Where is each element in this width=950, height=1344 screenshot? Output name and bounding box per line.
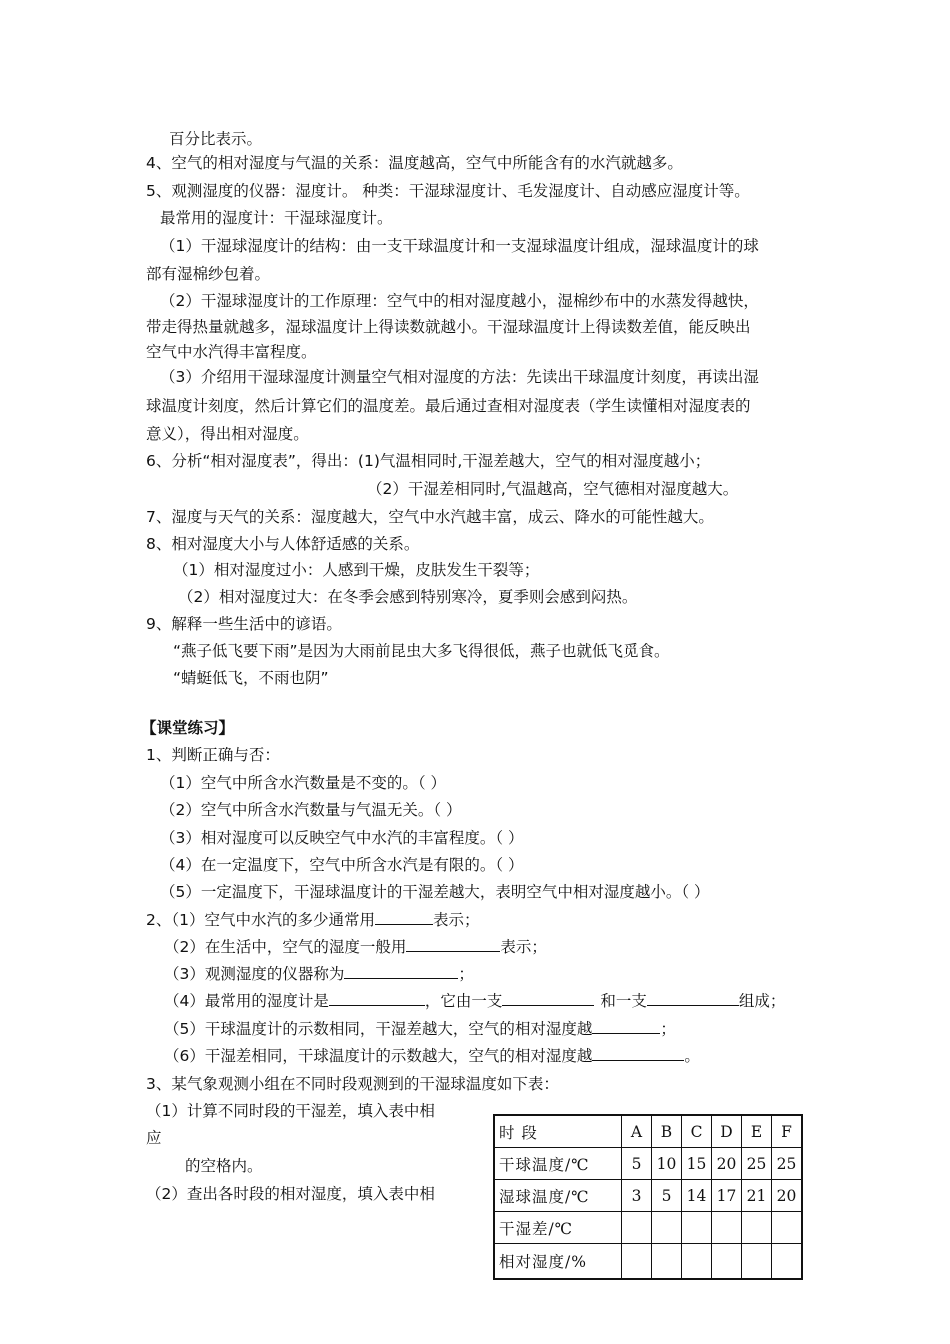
answer-blank[interactable] — [647, 991, 739, 1006]
answer-blank[interactable] — [592, 1019, 660, 1034]
row-label: 湿球温度/℃ — [494, 1180, 622, 1212]
question-line: （1）计算不同时段的干湿差，填入表中相 — [146, 1102, 435, 1120]
table-cell: 20 — [712, 1148, 742, 1180]
fill-blank-text: 2、（1）空气中水汽的多少通常用 — [146, 911, 375, 929]
text-line: （2）干湿差相同时,气温越高，空气德相对湿度越大。 — [367, 480, 739, 498]
answer-cell[interactable] — [652, 1244, 682, 1280]
question-line: （1）空气中所含水汽数量是不变的。（ ） — [160, 774, 447, 792]
row-label: 干球温度/℃ — [494, 1148, 622, 1180]
text-line: 空气中水汽得丰富程度。 — [146, 343, 317, 361]
text-line: （1）相对湿度过小：人感到干燥，皮肤发生干裂等； — [173, 561, 540, 579]
fill-blank-text: 表示； — [500, 938, 547, 956]
table-row — [494, 1180, 802, 1212]
question-line: （4）在一定温度下，空气中所含水汽是有限的。（ ） — [160, 856, 524, 874]
text-line: 5、观测湿度的仪器：湿度计。 种类：干湿球湿度计、毛发湿度计、自动感应湿度计等。 — [146, 182, 750, 200]
table-cell: 21 — [742, 1180, 772, 1212]
table-header-cell: 时 段 — [494, 1115, 622, 1148]
answer-cell[interactable] — [652, 1212, 682, 1244]
answer-cell[interactable] — [772, 1244, 803, 1280]
table-row — [494, 1212, 802, 1244]
text-line: 8、相对湿度大小与人体舒适感的关系。 — [146, 535, 420, 553]
fill-blank-line — [164, 1019, 676, 1039]
table-cell: 5 — [652, 1180, 682, 1212]
fill-blank-line — [164, 991, 785, 1011]
text-line: 球温度计刻度，然后计算它们的温度差。最后通过查相对湿度表（学生读懂相对湿度表的 — [146, 397, 751, 415]
fill-blank-text: ； — [458, 965, 474, 983]
table-cell: 15 — [682, 1148, 712, 1180]
text-line: “燕子低飞要下雨”是因为大雨前昆虫大多飞得很低，燕子也就低飞觅食。 — [173, 642, 670, 660]
table-header-cell: F — [772, 1115, 803, 1148]
answer-cell[interactable] — [742, 1212, 772, 1244]
answer-blank[interactable] — [502, 991, 594, 1006]
text-line: 6、分析“相对湿度表”，得出：(1)气温相同时,干湿差越大，空气的相对湿度越小； — [146, 452, 711, 470]
fill-blank-text: ，它由一支 — [424, 992, 503, 1010]
fill-blank-line — [164, 1046, 700, 1066]
answer-blank[interactable] — [329, 991, 425, 1006]
table-cell: 14 — [682, 1180, 712, 1212]
fill-blank-line — [146, 910, 480, 930]
fill-blank-line — [164, 964, 474, 984]
table-cell: 20 — [772, 1180, 803, 1212]
question-line: （3）相对湿度可以反映空气中水汽的丰富程度。（ ） — [160, 829, 524, 847]
table-cell: 17 — [712, 1180, 742, 1212]
answer-cell[interactable] — [772, 1212, 803, 1244]
answer-cell[interactable] — [682, 1212, 712, 1244]
question-line: 的空格内。 — [185, 1157, 263, 1175]
table-cell: 10 — [652, 1148, 682, 1180]
answer-cell[interactable] — [682, 1244, 712, 1280]
table-header-row — [494, 1115, 802, 1148]
text-line: （2）干湿球湿度计的工作原理：空气中的相对湿度越小，湿棉纱布中的水蒸发得越快， — [160, 292, 759, 310]
answer-cell[interactable] — [622, 1212, 652, 1244]
answer-blank[interactable] — [592, 1046, 684, 1061]
answer-blank[interactable] — [344, 964, 458, 979]
table-header-cell: B — [652, 1115, 682, 1148]
fill-blank-text: 和一支 — [600, 992, 647, 1010]
answer-cell[interactable] — [742, 1244, 772, 1280]
table-cell: 5 — [622, 1148, 652, 1180]
text-line: （1）干湿球湿度计的结构：由一支干球温度计和一支湿球温度计组成，湿球温度计的球 — [160, 237, 759, 255]
fill-blank-text: （2）在生活中，空气的湿度一般用 — [164, 938, 407, 956]
table-header-cell: D — [712, 1115, 742, 1148]
row-label: 干湿差/℃ — [494, 1212, 622, 1244]
answer-cell[interactable] — [622, 1244, 652, 1280]
text-line: （2）相对湿度过大：在冬季会感到特别寒冷，夏季则会感到闷热。 — [178, 588, 638, 606]
table-header-cell: C — [682, 1115, 712, 1148]
text-line: （3）介绍用干湿球湿度计测量空气相对湿度的方法：先读出干球温度计刻度，再读出湿 — [160, 368, 759, 386]
text-line: 最常用的湿度计：干湿球湿度计。 — [160, 209, 393, 227]
text-line: 意义），得出相对湿度。 — [146, 425, 309, 443]
text-line: 百分比表示。 — [169, 130, 263, 148]
question-line: （2）空气中所含水汽数量与气温无关。（ ） — [160, 801, 462, 819]
table-cell: 3 — [622, 1180, 652, 1212]
fill-blank-text: 组成； — [738, 992, 786, 1010]
fill-blank-text: （6）干湿差相同，干球温度计的示数越大，空气的相对湿度越 — [164, 1047, 593, 1065]
row-label: 相对湿度/% — [494, 1244, 622, 1280]
fill-blank-text: ； — [660, 1020, 676, 1038]
table-row — [494, 1148, 802, 1180]
humidity-table — [493, 1114, 803, 1280]
fill-blank-text: （5）干球温度计的示数相同，干湿差越大，空气的相对湿度越 — [164, 1020, 593, 1038]
table-cell: 25 — [742, 1148, 772, 1180]
fill-blank-text: 表示； — [432, 911, 480, 929]
answer-blank[interactable] — [406, 937, 500, 952]
text-line: 9、解释一些生活中的谚语。 — [146, 615, 342, 633]
fill-blank-text: （3）观测湿度的仪器称为 — [164, 965, 345, 983]
table-cell: 25 — [772, 1148, 803, 1180]
table-row — [494, 1244, 802, 1280]
text-line: “蜻蜓低飞，不雨也阴” — [173, 669, 329, 687]
fill-blank-text: （4）最常用的湿度计是 — [164, 992, 329, 1010]
section-heading: 【课堂练习】 — [141, 719, 235, 737]
answer-blank[interactable] — [375, 910, 433, 925]
answer-cell[interactable] — [712, 1244, 742, 1280]
text-line: 4、空气的相对湿度与气温的关系：温度越高，空气中所能含有的水汽就越多。 — [146, 154, 683, 172]
question-line: 应 — [146, 1129, 162, 1147]
text-line: 7、湿度与天气的关系：湿度越大，空气中水汽越丰富，成云、降水的可能性越大。 — [146, 508, 714, 526]
table-header-cell: E — [742, 1115, 772, 1148]
table-header-cell: A — [622, 1115, 652, 1148]
question-line: 3、某气象观测小组在不同时段观测到的干湿球温度如下表： — [146, 1075, 559, 1093]
question-line: （2）查出各时段的相对湿度，填入表中相 — [146, 1185, 435, 1203]
fill-blank-line — [164, 937, 547, 957]
question-line: （5）一定温度下，干湿球温度计的干湿差越大，表明空气中相对湿度越小。（ ） — [160, 883, 710, 901]
answer-cell[interactable] — [712, 1212, 742, 1244]
question-line: 1、判断正确与否： — [146, 746, 280, 764]
text-line: 部有湿棉纱包着。 — [146, 265, 271, 283]
fill-blank-text: 。 — [684, 1047, 700, 1065]
text-line: 带走得热量就越多，湿球温度计上得读数就越小。干湿球温度计上得读数差值，能反映出 — [146, 318, 751, 336]
